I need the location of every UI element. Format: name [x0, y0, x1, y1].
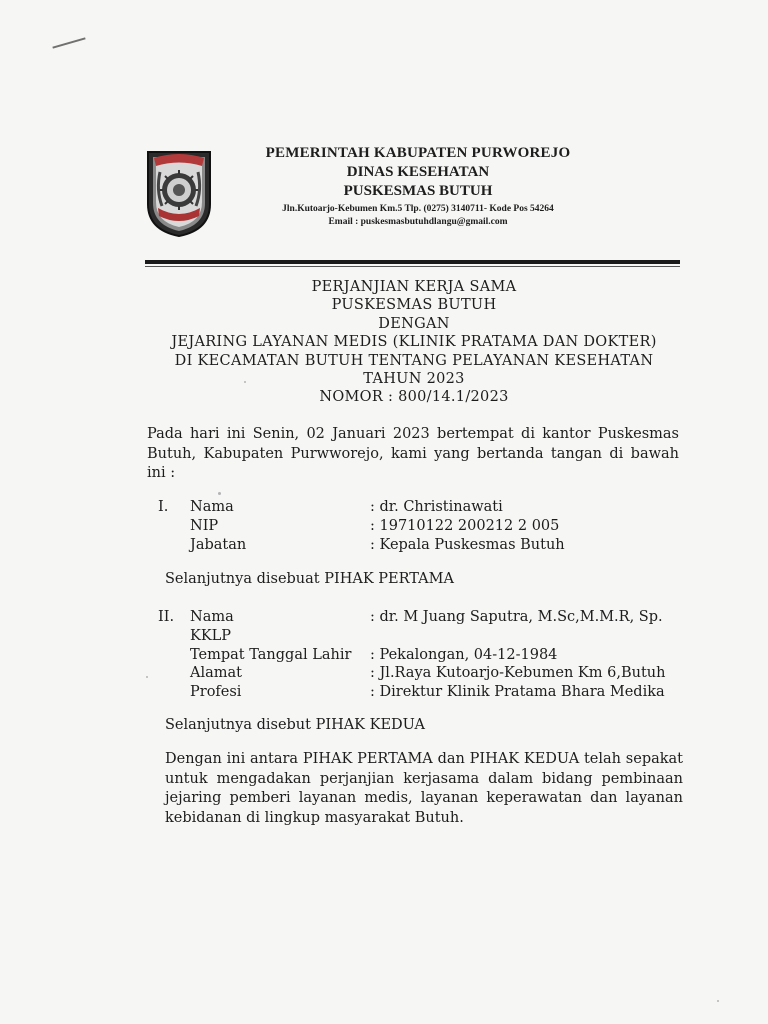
- party-number: I.: [158, 499, 169, 515]
- letterhead-line-3: PUSKESMAS BUTUH: [343, 183, 493, 199]
- letterhead-rule: [145, 260, 680, 264]
- agreement-paragraph: Dengan ini antara PIHAK PERTAMA dan PIHAK KEDUA telah sepakat untuk mengadakan perjanjian kerjasama dalam bidang pembinaan jejaring pemberi layanan medis, layanan keperawatan dan layanan kebidanan di lingkup masyarakat Butuh.: [165, 751, 683, 826]
- document-number: NOMOR : 800/14.1/2023: [319, 389, 509, 406]
- field-label: Jabatan: [190, 536, 247, 553]
- field-label: NIP: [190, 517, 219, 534]
- field-label: Alamat: [190, 665, 242, 682]
- field-label: Nama: [190, 499, 234, 515]
- title-line: TAHUN 2023: [363, 371, 465, 388]
- party-first: [158, 498, 688, 554]
- letterhead-email: Email : puskesmasbutuhdlangu@gmail.com: [328, 217, 508, 227]
- party-row: [158, 536, 688, 555]
- party-first-note: Selanjutnya disebuat PIHAK PERTAMA: [165, 571, 454, 587]
- title-line: JEJARING LAYANAN MEDIS (KLINIK PRATAMA DAN DOKTER): [171, 334, 657, 351]
- party-row: [158, 664, 688, 683]
- party-row: [158, 646, 688, 665]
- scan-speck: [218, 492, 221, 495]
- title-line: DENGAN: [378, 315, 450, 332]
- scan-speck: [717, 1000, 719, 1002]
- field-value: : Direktur Klinik Pratama Bhara Medika: [370, 684, 665, 701]
- party-second: [158, 608, 688, 702]
- field-label: Tempat Tanggal Lahir: [190, 646, 352, 663]
- intro-paragraph: Pada hari ini Senin, 02 Januari 2023 bertempat di kantor Puskesmas Butuh, Kabupaten Purwworejo, kami yang bertanda tangan di bawah ini :: [147, 426, 679, 481]
- field-value: : Jl.Raya Kutoarjo-Kebumen Km 6,Butuh: [370, 665, 666, 682]
- party-second-note: Selanjutnya disebut PIHAK KEDUA: [165, 717, 425, 733]
- party-row: [158, 498, 688, 517]
- field-value: : dr. M Juang Saputra, M.Sc,M.M.R, Sp.: [370, 609, 663, 625]
- letterhead-rule-thin: [145, 266, 680, 267]
- letterhead-address: Jln.Kutoarjo-Kebumen Km.5 Tlp. (0275) 3140711- Kode Pos 54264: [282, 204, 554, 214]
- letterhead-line-2: DINAS KESEHATAN: [346, 164, 490, 180]
- field-value: : Kepala Puskesmas Butuh: [370, 536, 565, 553]
- field-label: KKLP: [190, 627, 232, 644]
- title-line: PERJANJIAN KERJA SAMA: [311, 279, 517, 295]
- field-value: : dr. Christinawati: [370, 499, 503, 515]
- pen-mark: [52, 37, 85, 48]
- scan-speck: [244, 381, 246, 383]
- letterhead: [228, 144, 608, 229]
- field-value: : Pekalongan, 04-12-1984: [370, 646, 558, 663]
- field-label: Nama: [190, 609, 234, 625]
- party-row: [158, 683, 688, 702]
- party-number: II.: [158, 609, 175, 625]
- title-line: PUSKESMAS BUTUH: [331, 297, 497, 314]
- field-value: : 19710122 200212 2 005: [370, 517, 560, 534]
- party-row: [158, 517, 688, 536]
- title-line: DI KECAMATAN BUTUH TENTANG PELAYANAN KESEHATAN: [174, 352, 654, 369]
- field-label: Profesi: [190, 684, 242, 701]
- regency-seal-icon: [144, 146, 214, 238]
- scan-speck: [146, 676, 148, 678]
- document-title: [140, 278, 688, 407]
- letterhead-line-1: PEMERINTAH KABUPATEN PURWOREJO: [265, 145, 571, 161]
- party-row: [158, 608, 688, 627]
- party-row: [158, 627, 688, 646]
